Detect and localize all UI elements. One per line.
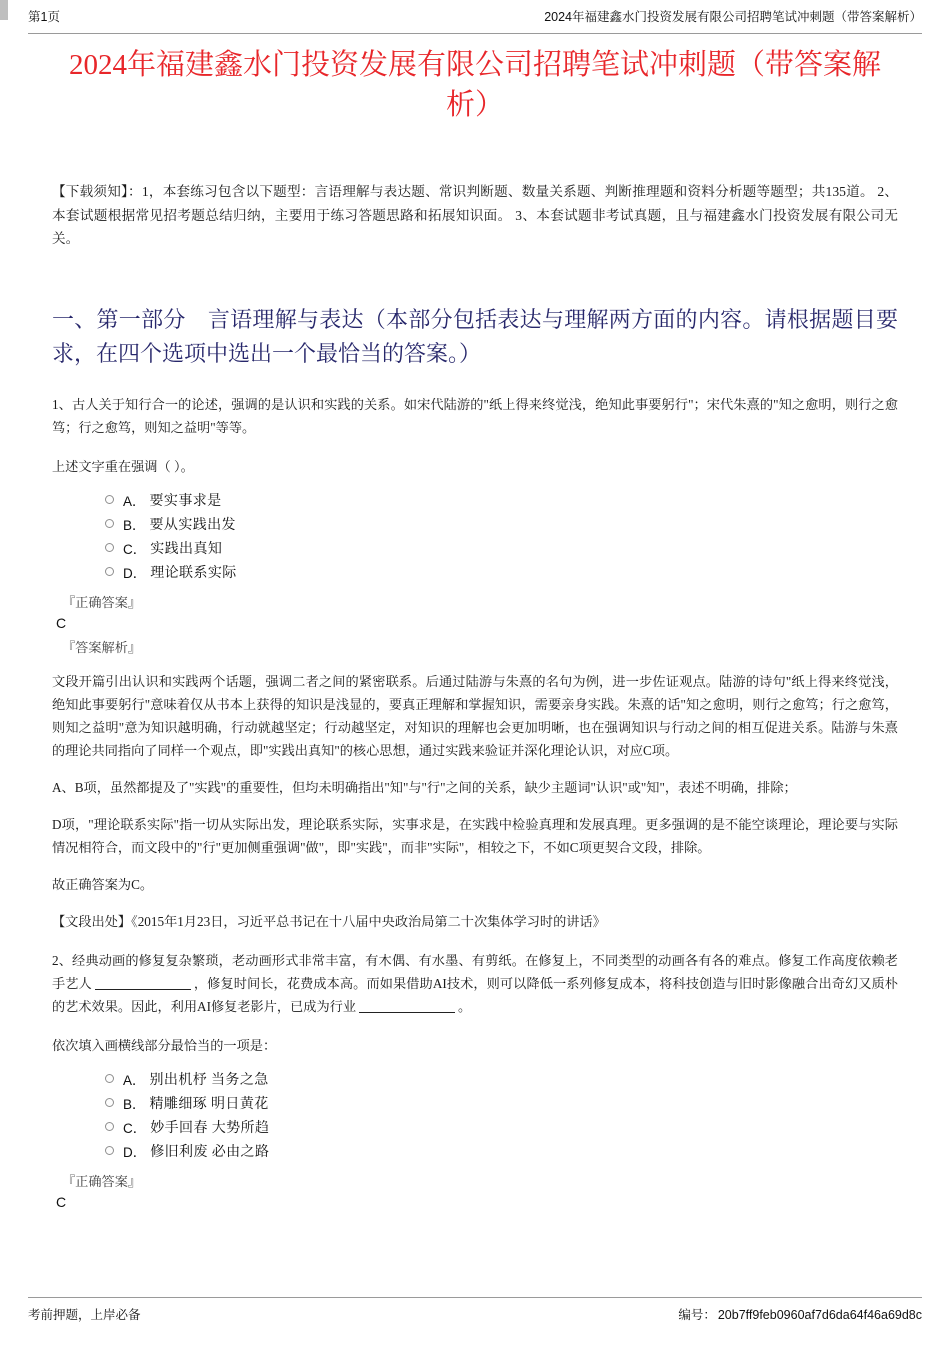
running-header [28, 10, 922, 34]
radio-button-icon[interactable] [105, 543, 114, 552]
radio-button-icon[interactable] [105, 519, 114, 528]
option-item-d[interactable] [52, 1139, 898, 1163]
option-list [52, 1067, 898, 1163]
option-item-b[interactable] [52, 512, 898, 536]
option-label: 修旧利废 必由之路 [150, 1144, 270, 1160]
option-letter: A． [123, 493, 146, 509]
option-letter: C． [123, 541, 147, 557]
download-notice: 【下载须知】：1，本套练习包含以下题型：言语理解与表达题、常识判断题、数量关系题、判断推理题和资料分析题等题型；共135道。 2、本套试题根据常见招考题总结归纳，主要用于练习答题思路和拓展知识面。 3、本套试题非考试真题，且与福建鑫水门投资发展有限公司无关。 [52, 184, 898, 246]
passage-source: 【文段出处】《2015年1月23日，习近平总书记在十八届中央政治局第二十次集体学习时的讲话》 [52, 913, 606, 929]
footer-code [678, 1305, 922, 1323]
option-label: 别出机杼 当务之急 [149, 1072, 269, 1088]
option-label: 理论联系实际 [150, 565, 237, 581]
option-item-c[interactable] [52, 536, 898, 560]
option-list [52, 488, 898, 584]
header-document-title: 2024年福建鑫水门投资发展有限公司招聘笔试冲刺题（带答案解析） [544, 10, 922, 24]
radio-button-icon[interactable] [105, 1098, 114, 1107]
correct-answer-label: 『正确答案』 [62, 594, 142, 610]
fill-blank-1[interactable] [95, 989, 191, 990]
option-item-a[interactable] [52, 1067, 898, 1091]
question-stem: 1、古人关于知行合一的论述，强调的是认识和实践的关系。如宋代陆游的"纸上得来终觉浅，绝知此事要躬行"；宋代朱熹的"知之愈明，则行之愈笃；行之愈笃，则知之益明"等等。 [52, 396, 898, 435]
option-letter: D． [123, 1144, 147, 1160]
section-heading: 一、第一部分 言语理解与表达（本部分包括表达与理解两方面的内容。请根据题目要求，在四个选项中选出一个最恰当的答案。） [52, 306, 898, 366]
option-item-a[interactable] [52, 488, 898, 512]
option-item-b[interactable] [52, 1091, 898, 1115]
page-title: 2024年福建鑫水门投资发展有限公司招聘笔试冲刺题（带答案解析） [68, 49, 881, 121]
option-item-d[interactable] [52, 560, 898, 584]
question-stem-part2: ，修复时间长，花费成本高。而如果借助AI技术，则可以降低一系列修复成本，将科技创造与旧时影像融合出奇幻又质朴的艺术效果。因此，利用AI修复老影片，已成为行业 [52, 975, 898, 1014]
analysis-paragraph-d: D项，"理论联系实际"指一切从实际出发，理论联系实际，实事求是，在实践中检验真理和发展真理。更多强调的是不能空谈理论，理论要与实际情况相符合，而文段中的"行"更加侧重强调"做"，即"实践"，而非"实际"，相较之下，不如C项更契合文段，排除。 [52, 816, 898, 855]
option-label: 实践出真知 [150, 541, 223, 557]
question-stem [52, 949, 898, 1018]
document-body [52, 180, 898, 1216]
correct-answer-label: 『正确答案』 [62, 1173, 142, 1189]
option-letter: D． [123, 565, 147, 581]
page-number-marker: 第1页 [28, 10, 60, 24]
correct-answer-value: C [56, 1193, 67, 1210]
question-block [52, 949, 898, 1212]
option-label: 要从实践出发 [149, 517, 236, 533]
radio-button-icon[interactable] [105, 567, 114, 576]
option-letter: A． [123, 1072, 146, 1088]
radio-button-icon[interactable] [105, 1074, 114, 1083]
fill-blank-2[interactable] [359, 1012, 455, 1013]
option-letter: C． [123, 1120, 147, 1136]
question-stem-part3: 。 [458, 998, 472, 1014]
running-footer [28, 1297, 922, 1323]
radio-button-icon[interactable] [105, 495, 114, 504]
question-prompt: 依次填入画横线部分最恰当的一项是： [52, 1037, 277, 1053]
radio-button-icon[interactable] [105, 1146, 114, 1155]
question-stem-part1: 2、经典动画的修复复杂繁琐，老动画形式非常丰富，有木偶、有水墨、有剪纸。在修复上，不同类型的动画各有各的难点。修复工作高度依赖老手艺人 [52, 952, 898, 991]
option-letter: B． [123, 517, 146, 533]
footer-slogan: 考前押题，上岸必备 [28, 1308, 141, 1322]
analysis-paragraph-ab: A、B项，虽然都提及了"实践"的重要性，但均未明确指出"知"与"行"之间的关系，缺少主题词"认识"或"知"，表述不明确，排除； [52, 779, 797, 795]
answer-analysis-label: 『答案解析』 [62, 639, 142, 655]
option-label: 要实事求是 [149, 493, 222, 509]
question-block [52, 393, 898, 933]
option-letter: B． [123, 1096, 146, 1112]
footer-code-value: 20b7ff9feb0960af7d6da64f46a69d8c [717, 1308, 922, 1322]
option-item-c[interactable] [52, 1115, 898, 1139]
analysis-conclusion: 故正确答案为C。 [52, 876, 154, 892]
option-label: 妙手回春 大势所趋 [150, 1120, 270, 1136]
page-edge-strip [0, 0, 8, 20]
option-label: 精雕细琢 明日黄花 [149, 1096, 269, 1112]
question-prompt: 上述文字重在强调（ ）。 [52, 458, 194, 474]
analysis-paragraph-main: 文段开篇引出认识和实践两个话题，强调二者之间的紧密联系。后通过陆游与朱熹的名句为例，进一步佐证观点。陆游的诗句"纸上得来终觉浅，绝知此事要躬行"意味着仅从书本上获得的知识是浅显的，要真正理解和掌握知识，需要亲身实践。朱熹的话"知之愈明，则行之愈笃；行之愈笃，则知之益明"意为知识越明确，行动就越坚定；行动越坚定，对知识的理解也会更加明晰，也在强调知识与行动之间的相互促进关系。陆游与朱熹的理论共同指向了同样一个观点，即"实践出真知"的核心思想，通过实践来验证并深化理论认识，对应C项。 [52, 673, 898, 758]
radio-button-icon[interactable] [105, 1122, 114, 1131]
footer-code-label: 编号： [678, 1308, 716, 1322]
correct-answer-value: C [56, 614, 67, 631]
